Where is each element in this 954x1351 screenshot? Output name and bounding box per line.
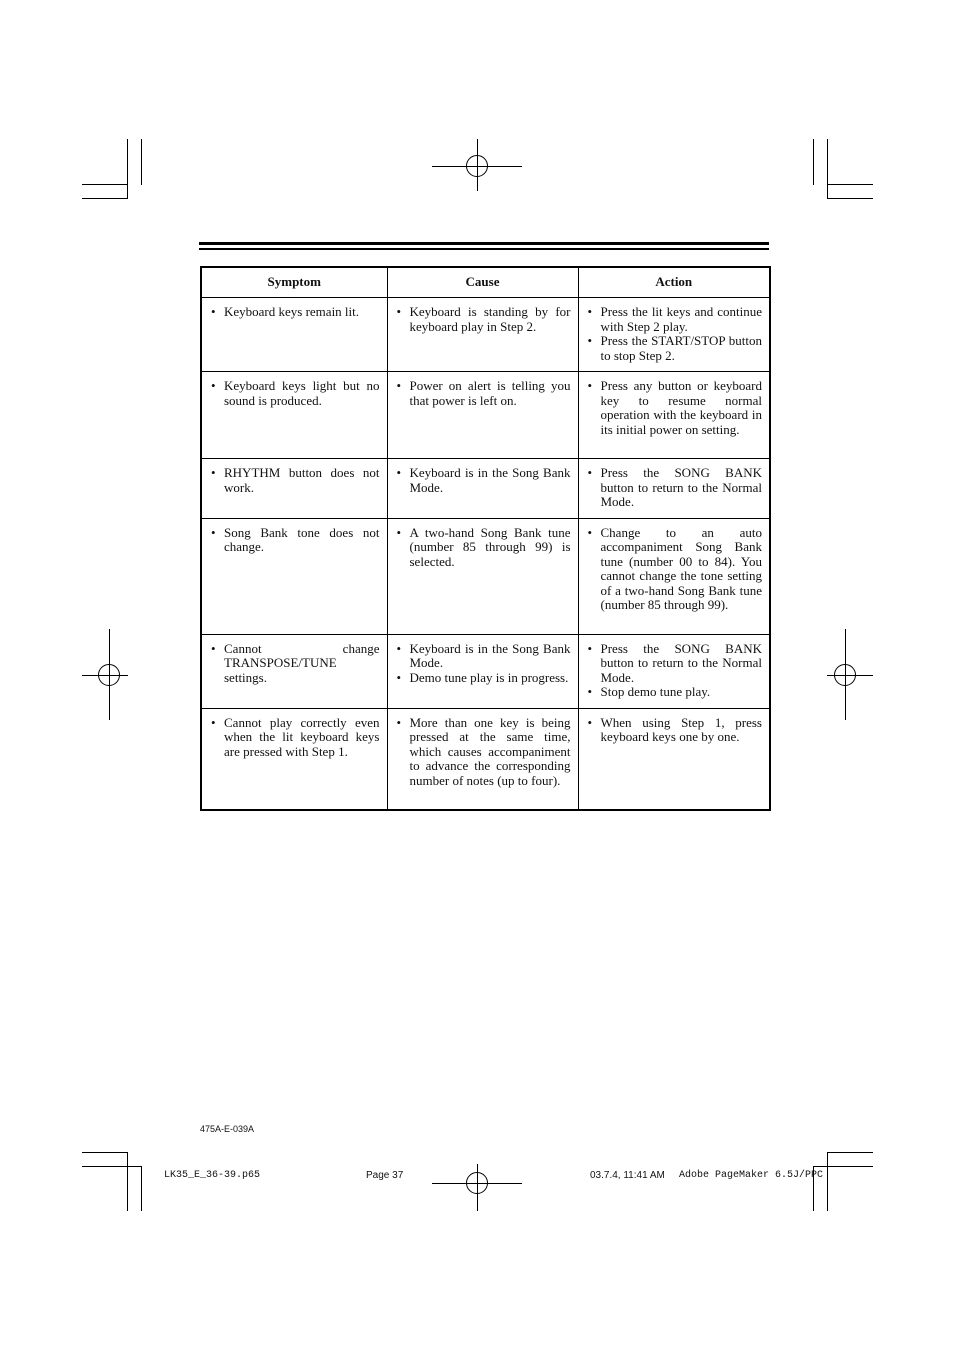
table-row [201,459,770,519]
footer-datetime: 03.7.4, 11:41 AM [590,1170,665,1181]
header-rule-thin [199,248,769,250]
table-row [201,298,770,372]
symptom-cell [201,634,387,708]
header-symptom: Symptom [201,267,387,298]
action-cell [578,459,770,519]
list-item: • A two-hand Song Bank tune (number 85 through 99) is selected. [395,526,571,570]
list-item: • Demo tune play is in progress. [395,671,571,686]
list-item: • Keyboard is standing by for keyboard play in Step 2. [395,305,571,334]
symptom-cell [201,708,387,810]
cause-cell [387,518,578,634]
header-cause: Cause [387,267,578,298]
cause-cell [387,459,578,519]
cause-cell [387,708,578,810]
list-item: • Cannot play correctly even when the lit keyboard keys are pressed with Step 1. [209,716,380,760]
table-header-row [201,267,770,298]
action-cell [578,372,770,459]
table-row [201,708,770,810]
list-item: • Stop demo tune play. [586,685,763,700]
list-item: • Power on alert is telling you that power is left on. [395,379,571,408]
cause-cell [387,298,578,372]
list-item: • More than one key is being pressed at the same time, which causes accompaniment to advance the corresponding number of notes (up to four). [395,716,571,789]
symptom-cell [201,459,387,519]
list-item: • Keyboard is in the Song Bank Mode. [395,642,571,671]
list-item: • Song Bank tone does not change. [209,526,380,555]
list-item: • Keyboard keys light but no sound is produced. [209,379,380,408]
action-cell [578,634,770,708]
list-item: • Keyboard keys remain lit. [209,305,380,320]
list-item: • Cannot change TRANSPOSE/TUNE settings. [209,642,380,686]
action-cell [578,708,770,810]
list-item: • Press the START/STOP button to stop Step 2. [586,334,763,363]
troubleshooting-table [200,266,771,811]
list-item: • RHYTHM button does not work. [209,466,380,495]
symptom-cell [201,298,387,372]
footer-app: Adobe PageMaker 6.5J/PPC [679,1170,824,1181]
symptom-cell [201,372,387,459]
header-action: Action [578,267,770,298]
list-item: • Keyboard is in the Song Bank Mode. [395,466,571,495]
symptom-cell [201,518,387,634]
cause-cell [387,634,578,708]
footer-page: Page 37 [366,1170,404,1181]
list-item: • Change to an auto accompaniment Song Bank tune (number 00 to 84). You cannot change the tone setting of a two-hand Song Bank tune (number 85 through 99). [586,526,763,613]
action-cell [578,298,770,372]
action-cell [578,518,770,634]
list-item: • Press the SONG BANK button to return to the Normal Mode. [586,466,763,510]
list-item: • When using Step 1, press keyboard keys one by one. [586,716,763,745]
cause-cell [387,372,578,459]
list-item: • Press the lit keys and continue with Step 2 play. [586,305,763,334]
footer-filename: LK35_E_36-39.p65 [164,1170,261,1181]
list-item: • Press the SONG BANK button to return to the Normal Mode. [586,642,763,686]
document-code: 475A-E-039A [200,1124,255,1134]
table-row [201,634,770,708]
list-item: • Press any button or keyboard key to resume normal operation with the keyboard in its initial power on setting. [586,379,763,437]
table-row [201,518,770,634]
header-rule-thick [199,242,769,245]
table-row [201,372,770,459]
